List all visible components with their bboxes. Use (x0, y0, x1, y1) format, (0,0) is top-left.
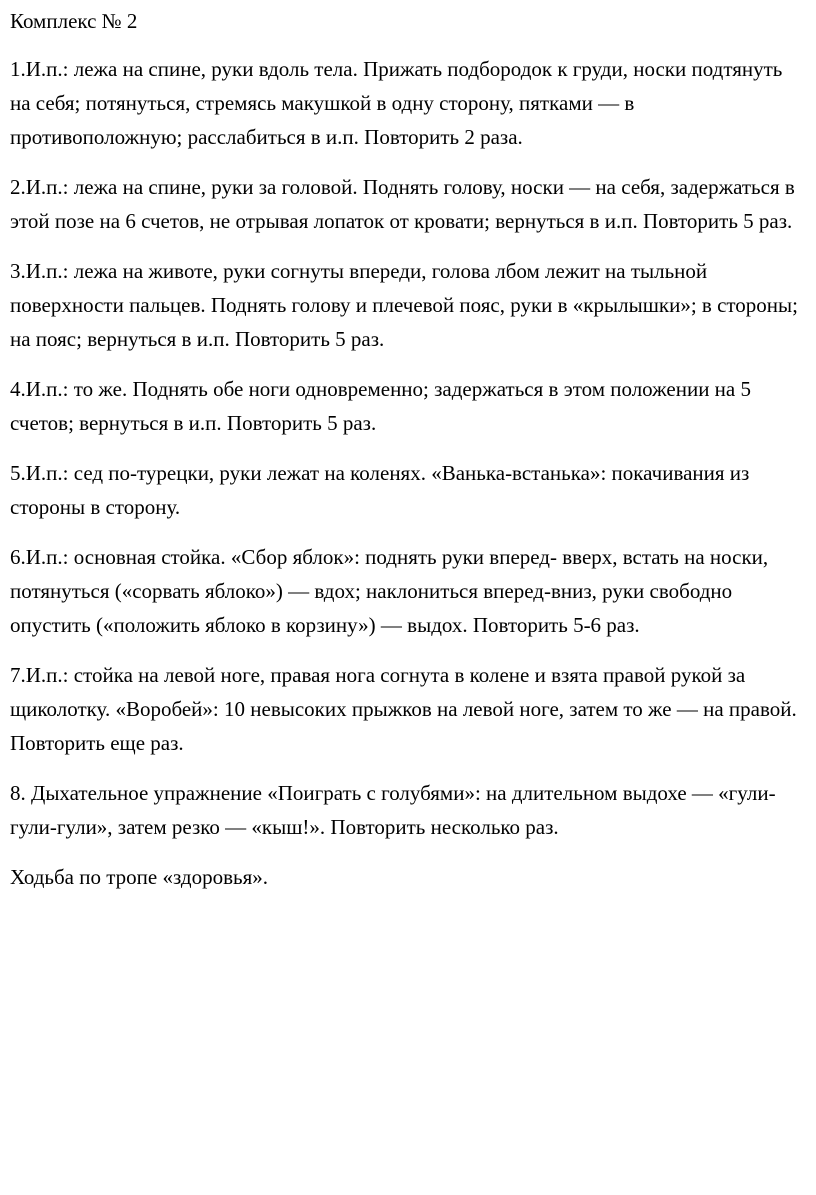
exercise-paragraph-8: 8. Дыхательное упражнение «Поиграть с голубями»: на длительном выдохе — «гули-гули-гули», затем резко — «кыш!». Повторить несколько раз. (10, 781, 776, 839)
exercise-paragraph-2: 2.И.п.: лежа на спине, руки за головой. Поднять голову, носки — на себя, задержаться в этой позе на 6 счетов, не отрывая лопаток от кровати; вернуться в и.п. Повторить 5 раз. (10, 175, 795, 233)
exercise-paragraph-5: 5.И.п.: сед по-турецки, руки лежат на коленях. «Ванька-встанька»: покачивания из стороны в сторону. (10, 461, 750, 519)
exercise-paragraph-6: 6.И.п.: основная стойка. «Сбор яблок»: поднять руки вперед- вверх, встать на носки, потянуться («сорвать яблоко») — вдох; наклониться вперед-вниз, руки свободно опустить («положить яблоко в корзину») — выдох. Повторить 5-6 раз. (10, 545, 769, 637)
exercise-paragraph-4: 4.И.п.: то же. Поднять обе ноги одновременно; задержаться в этом положении на 5 счетов; вернуться в и.п. Повторить 5 раз. (10, 377, 751, 435)
exercise-paragraph-3: 3.И.п.: лежа на животе, руки согнуты впереди, голова лбом лежит на тыльной поверхности пальцев. Поднять голову и плечевой пояс, руки в «крылышки»; в стороны; на пояс; вернуться в и.п. Повторить 5 раз. (10, 259, 798, 351)
exercise-paragraph-7: 7.И.п.: стойка на левой ноге, правая нога согнута в колене и взята правой рукой за щиколотку. «Воробей»: 10 невысоких прыжков на левой ноге, затем то же — на правой. Повторить еще раз. (10, 663, 797, 755)
exercise-paragraph-1: 1.И.п.: лежа на спине, руки вдоль тела. Прижать подбородок к груди, носки подтянуть на себя; потянуться, стремясь макушкой в одну сторону, пятками — в противоположную; расслабиться в и.п. Повторить 2 раза. (10, 57, 783, 149)
closing-paragraph: Ходьба по тропе «здоровья». (10, 865, 268, 889)
document-title: Комплекс № 2 (10, 9, 138, 33)
